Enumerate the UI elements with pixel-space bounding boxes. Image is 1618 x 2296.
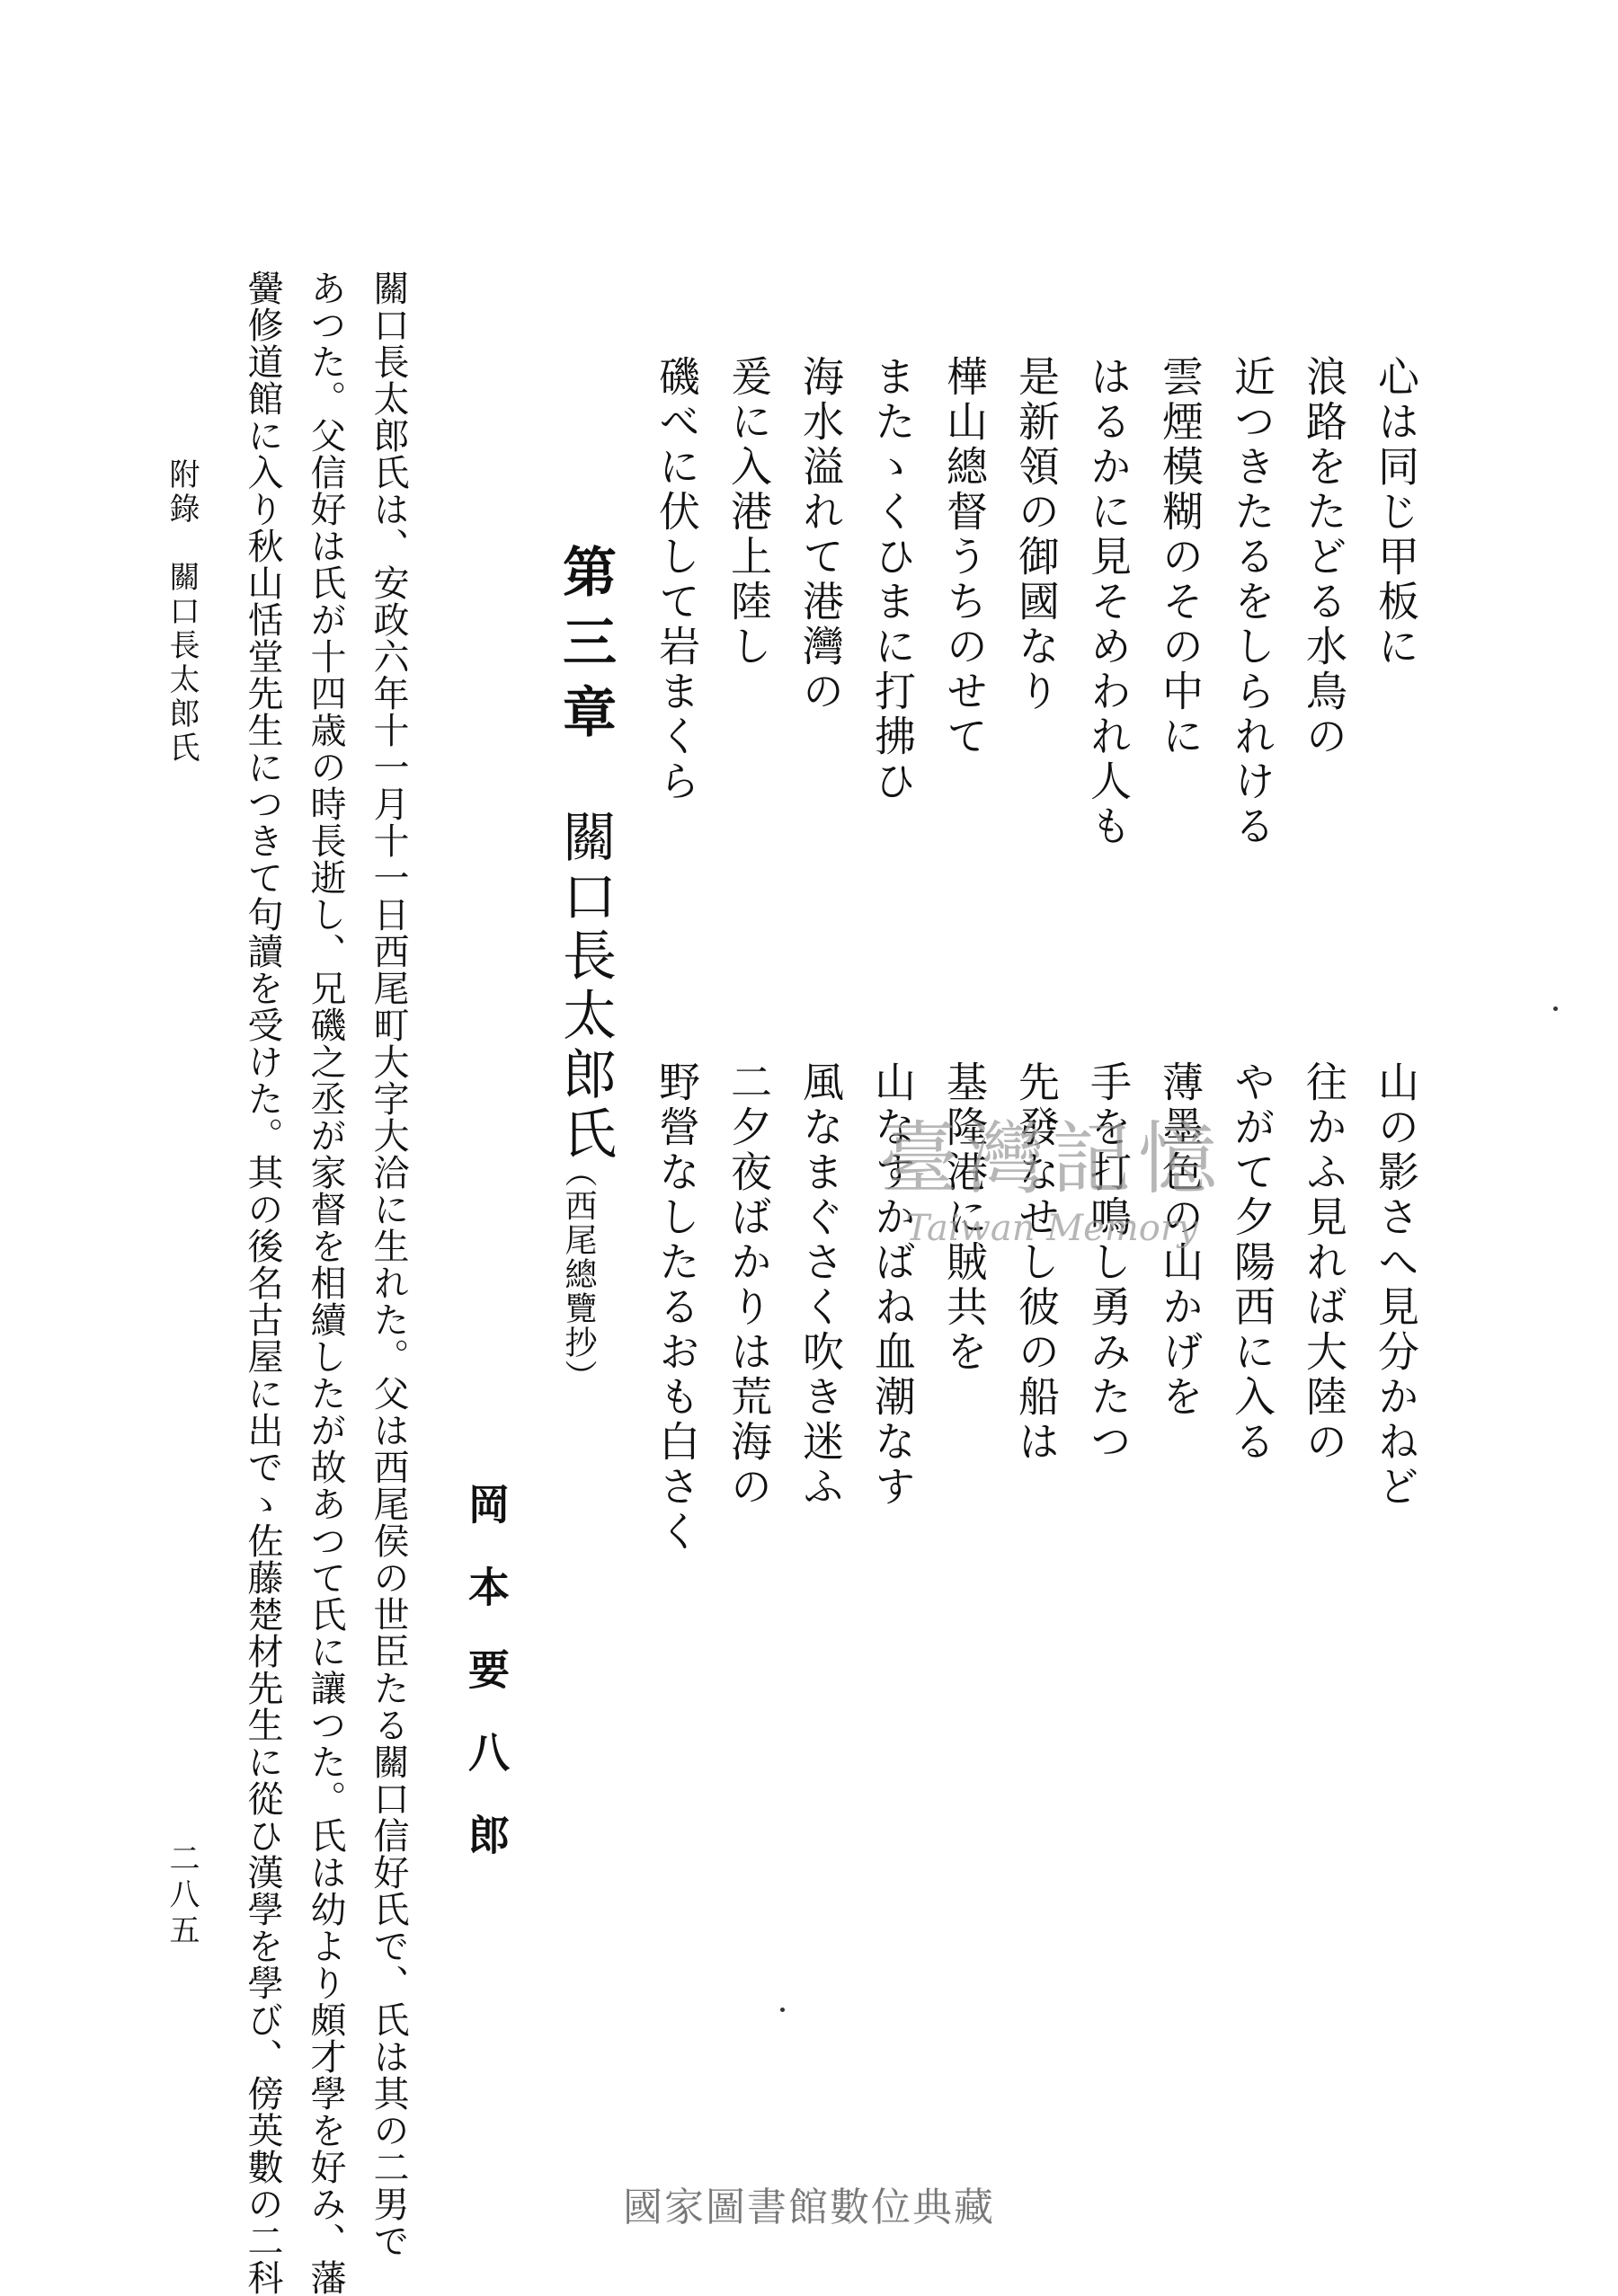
scan-speck [1553, 1006, 1558, 1011]
poem-line-17: 先發なせし彼の船は [1012, 1060, 1061, 1465]
body-line-1: 關口長太郎氏は、安政六年十一月十一日西尾町大字大洽に生れた。父は西尾侯の世臣たる關口信好氏で、氏は其の二男で [368, 270, 409, 2259]
poem-line-16: 手を打鳴し勇みたつ [1084, 1060, 1133, 1465]
poem-line-19: 山なすかばね血潮なす [868, 1060, 917, 1510]
poem-line-13: 往かふ見れば大陸の [1300, 1060, 1348, 1465]
poem-line-8: またゝくひまに打拂ひ [868, 355, 917, 804]
footer-library-label: 國家圖書館數位典藏 [623, 2185, 995, 2230]
poem-line-5: はるかに見そめわれ人も [1084, 355, 1133, 849]
poem-line-10: 爰に入港上陸し [725, 355, 773, 669]
scan-speck [780, 2008, 785, 2012]
poem-line-1: 心は同じ甲板に [1372, 355, 1420, 669]
poem-line-21: 二夕夜ばかりは荒海の [725, 1060, 773, 1510]
poem-line-15: 薄墨色の山かげを [1156, 1060, 1205, 1420]
poem-line-12: 山の影さへ見分かねど [1372, 1060, 1420, 1510]
poem-line-18: 基隆港に賊共を [940, 1060, 989, 1375]
poem-line-6: 是新領の御國なり [1012, 355, 1061, 714]
poem-line-14: やがて夕陽西に入る [1228, 1060, 1276, 1465]
page-number: 二八五 [164, 1842, 200, 1950]
watermark-english: Taiwan Memory [905, 1208, 1198, 1249]
body-line-2: あつた。父信好は氏が十四歳の時長逝し、兄磯之丞が家督を相續したが故あつて氏に讓つた。氏は幼より頗才學を好み、藩 [305, 270, 346, 2296]
poem-line-11: 磯べに伏して岩まくら [653, 355, 701, 804]
body-line-3: 黌修道館に入り秋山恬堂先生につきて句讀を受けた。其の後名古屋に出でゝ佐藤楚材先生に從ひ漢學を學び、傍英數の二科 [242, 270, 283, 2296]
poem-line-20: 風なまぐさく吹き迷ふ [796, 1060, 845, 1510]
chapter-subject: 關口長太郎氏 [554, 809, 617, 1165]
poem-line-2: 浪路をたどる水鳥の [1300, 355, 1348, 759]
chapter-source: （西尾總覽抄） [560, 1155, 597, 1394]
poem-line-22: 野營なしたるおも白さく [653, 1060, 701, 1555]
poem-line-4: 雲煙模糊のその中に [1156, 355, 1205, 759]
poem-line-9: 海水溢れて港灣の [796, 355, 845, 714]
poem-line-7: 樺山總督うちのせて [940, 355, 989, 759]
chapter-heading: 第三章 [554, 544, 617, 754]
running-head: 附錄 關口長太郎氏 [164, 458, 200, 766]
watermark-chinese: 臺灣記憶 [878, 1113, 1224, 1205]
poem-line-3: 近つきたるをしられける [1228, 355, 1276, 849]
author-name: 岡本要八郎 [462, 1483, 511, 1896]
